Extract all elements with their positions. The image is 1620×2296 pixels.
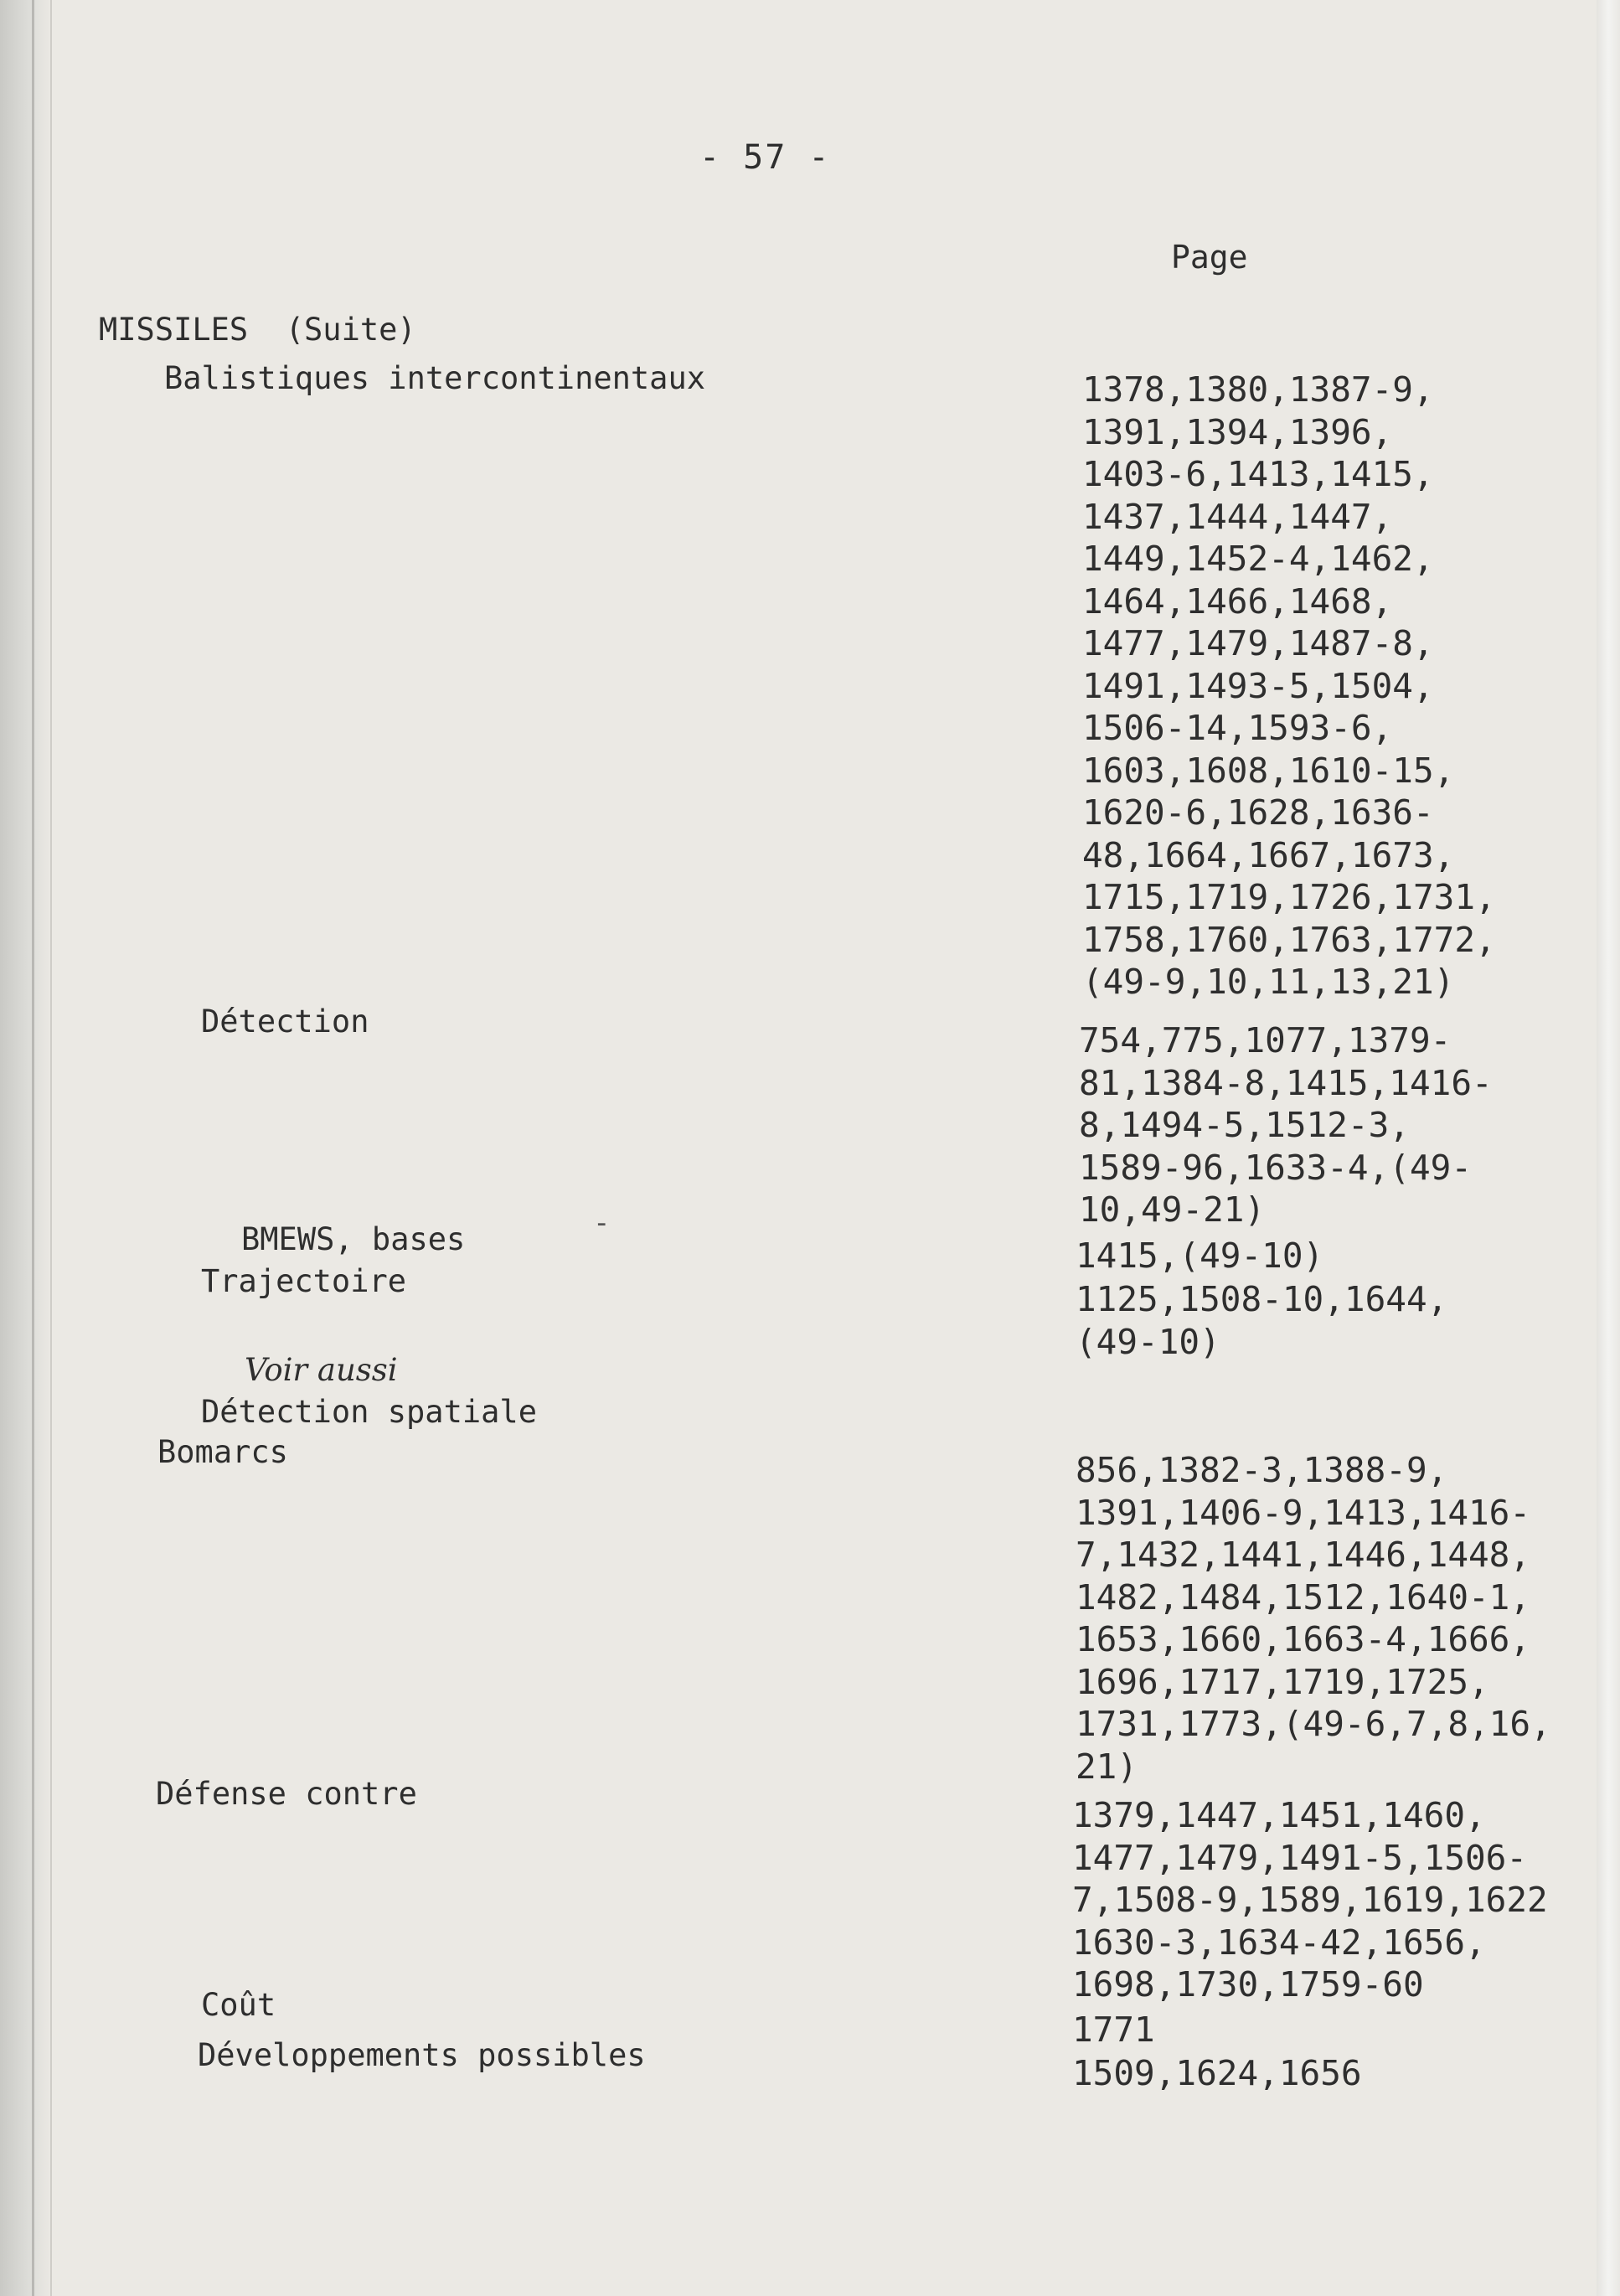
entry-label-defense-contre: Défense contre	[156, 1776, 417, 1812]
entry-label-trajectoire: Trajectoire	[201, 1263, 407, 1299]
entry-label-developpements: Développements possibles	[198, 2037, 646, 2073]
entry-label-bmews: BMEWS, bases	[241, 1221, 466, 1257]
entry-pages-balistiques: 1378,1380,1387-9, 1391,1394,1396, 1403-6,1413,1415, 1437,1444,1447, 1449,1452-4,1462, 1464,1466,1468, 1477,1479,1487-8, 1491,1493-5,1504, 1506-14,1593-6, 1603,1608,1610-15, 1620-6,1628,1636- 48,1664,1667,1673, 1715,1719,1726,1731, 1758,1760,1763,1772, (49-9,10,11,13,21)	[1082, 369, 1496, 1002]
page-column-header: Page	[1171, 239, 1248, 276]
section-title: MISSILES (Suite)	[99, 312, 416, 348]
entry-label-detection-spatiale: Détection spatiale	[201, 1394, 537, 1430]
entry-label-bomarcs: Bomarcs	[157, 1434, 288, 1470]
page-number: - 57 -	[699, 138, 831, 177]
entry-pages-detection: 754,775,1077,1379- 81,1384-8,1415,1416- 8,1494-5,1512-3, 1589-96,1633-4,(49- 10,49-21)	[1079, 1020, 1493, 1230]
entry-label-detection: Détection	[201, 1004, 369, 1040]
entry-label-cout: Coût	[201, 1987, 276, 2023]
binding-gutter	[0, 0, 52, 2296]
see-also-label: Voir aussi	[245, 1352, 398, 1388]
margin-dash-mark: -	[593, 1206, 611, 1240]
page-edge	[1597, 0, 1620, 2296]
entry-pages-bmews: 1415,(49-10)	[1076, 1236, 1324, 1276]
entry-pages-cout: 1771	[1072, 2010, 1155, 2050]
entry-pages-bomarcs: 856,1382-3,1388-9, 1391,1406-9,1413,1416- 7,1432,1441,1446,1448, 1482,1484,1512,1640-1, 1653,1660,1663-4,1666, 1696,1717,1719,1725, 1731,1773,(49-6,7,8,16, 21)	[1076, 1450, 1551, 1787]
entry-pages-developpements: 1509,1624,1656	[1072, 2053, 1362, 2093]
entry-pages-defense-contre: 1379,1447,1451,1460, 1477,1479,1491-5,1506- 7,1508-9,1589,1619,1622 1630-3,1634-42,1656, 1698,1730,1759-60	[1072, 1795, 1548, 2004]
binding-fold-line	[32, 0, 34, 2296]
entry-label-balistiques: Balistiques intercontinentaux	[164, 360, 706, 396]
entry-pages-trajectoire: 1125,1508-10,1644, (49-10)	[1076, 1279, 1448, 1362]
